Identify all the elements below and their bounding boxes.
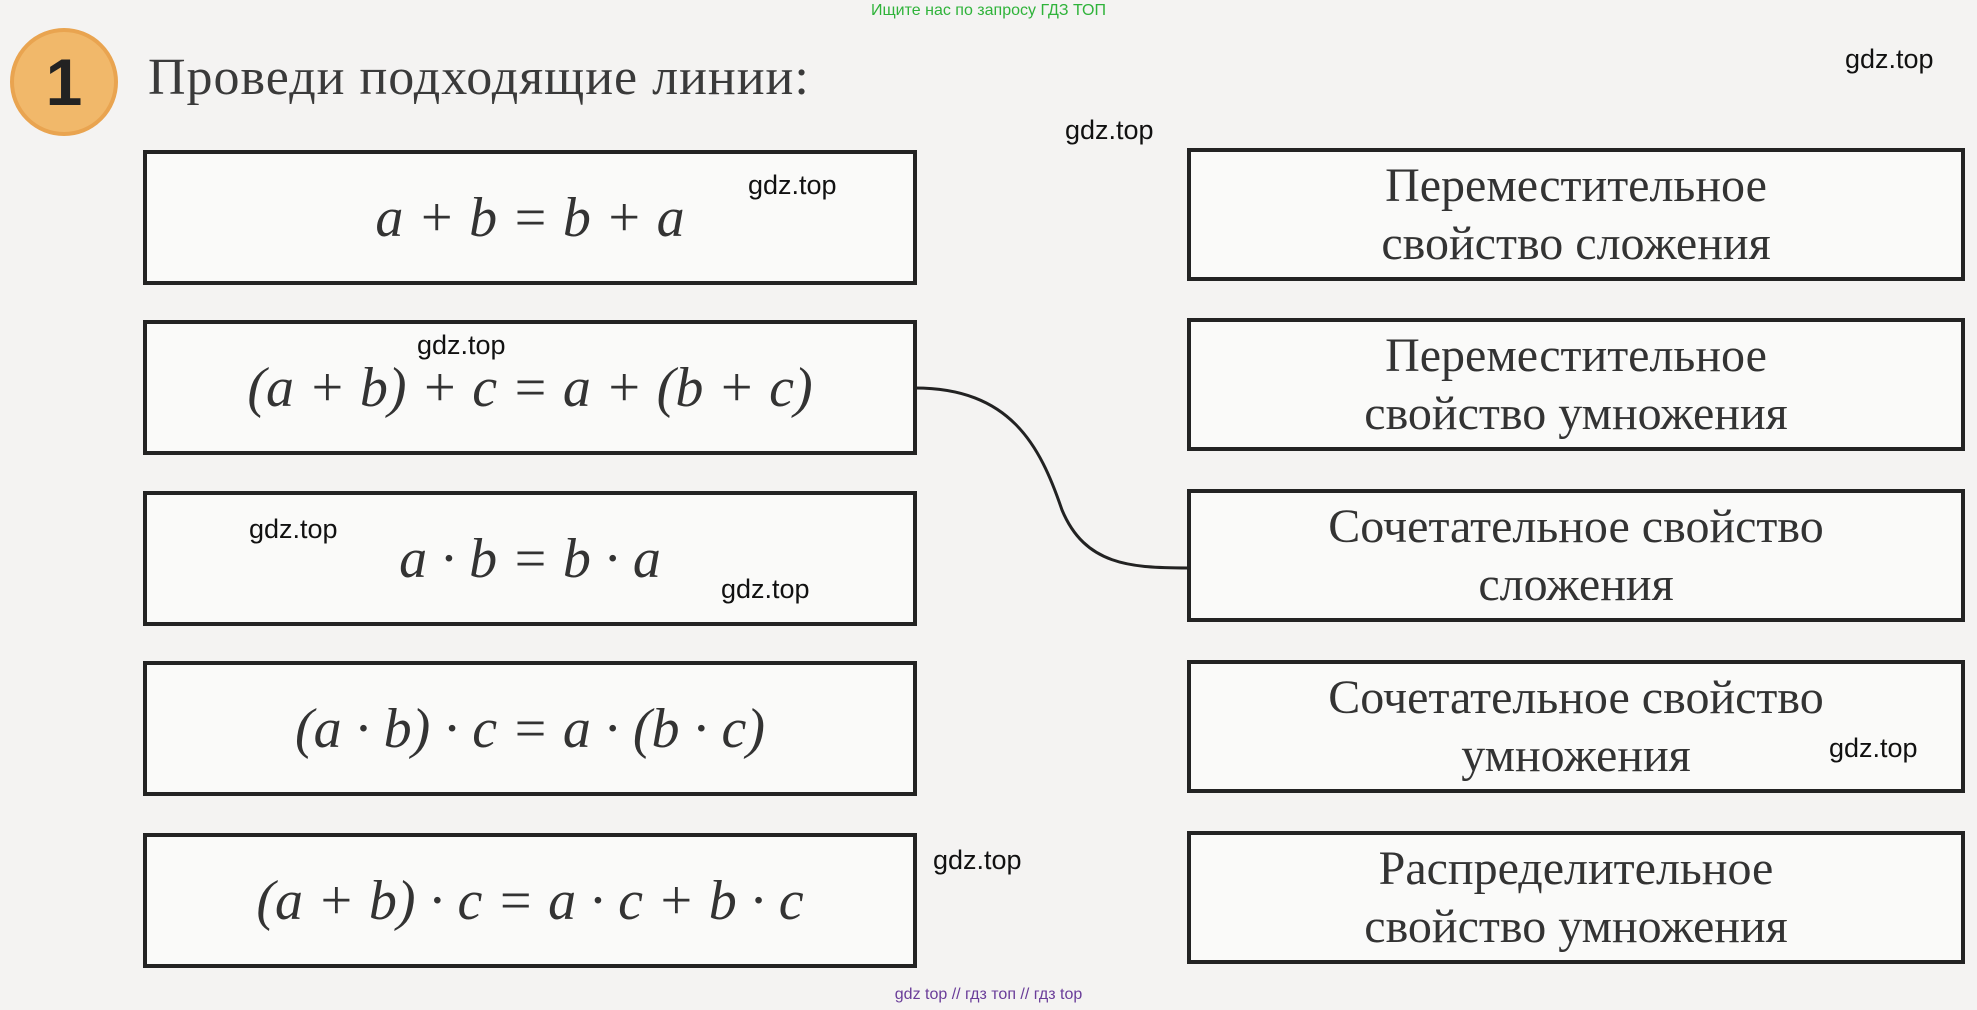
- property-4-line-1: Сочетательное свойство: [1328, 670, 1824, 724]
- formula-box-2[interactable]: [143, 320, 917, 455]
- watermark: gdz.top: [1065, 115, 1154, 145]
- formula-box-5[interactable]: [143, 833, 917, 968]
- watermark: gdz.top: [417, 330, 506, 360]
- property-2: [1350, 327, 1801, 443]
- connection-line: [915, 388, 1188, 568]
- formula-3: a · b = b · a: [399, 527, 661, 590]
- property-3: [1314, 498, 1838, 614]
- property-5: [1350, 840, 1801, 956]
- property-3-line-1: Сочетательное свойство: [1328, 499, 1824, 553]
- property-5-line-1: Распределительное: [1378, 841, 1774, 895]
- formula-2: (a + b) + c = a + (b + c): [247, 356, 813, 419]
- property-box-4[interactable]: [1187, 660, 1965, 793]
- property-1-line-1: Переместительное: [1385, 158, 1767, 212]
- property-4: [1314, 669, 1838, 785]
- task-title: Проведи подходящие линии:: [148, 49, 810, 106]
- watermark: gdz.top: [1845, 44, 1934, 74]
- formula-5: (a + b) · c = a · c + b · c: [256, 869, 804, 932]
- property-3-line-2: сложения: [1478, 557, 1674, 611]
- property-box-5[interactable]: [1187, 831, 1965, 964]
- property-2-line-2: свойство умножения: [1364, 386, 1788, 440]
- property-4-line-2: умножения: [1461, 728, 1691, 782]
- watermark: gdz.top: [933, 845, 1022, 875]
- watermark: gdz.top: [1829, 733, 1918, 763]
- formula-1: a + b = b + a: [375, 186, 685, 249]
- formula-box-4[interactable]: [143, 661, 917, 796]
- formula-box-3[interactable]: [143, 491, 917, 626]
- property-box-1[interactable]: [1187, 148, 1965, 281]
- property-5-line-2: свойство умножения: [1364, 899, 1788, 953]
- bottom-banner[interactable]: gdz top // гдз топ // гдз top: [894, 986, 1083, 1003]
- task-number: 1: [45, 45, 83, 119]
- top-banner[interactable]: Ищите нас по запросу ГДЗ ТОП: [871, 2, 1106, 19]
- property-box-3[interactable]: [1187, 489, 1965, 622]
- formula-4: (a · b) · c = a · (b · c): [294, 697, 766, 760]
- watermark: gdz.top: [748, 170, 837, 200]
- property-2-line-1: Переместительное: [1385, 328, 1767, 382]
- watermark: gdz.top: [249, 514, 338, 544]
- property-1-line-2: свойство сложения: [1381, 216, 1771, 270]
- property-box-2[interactable]: [1187, 318, 1965, 451]
- property-1: [1367, 157, 1784, 273]
- watermark: gdz.top: [721, 574, 810, 604]
